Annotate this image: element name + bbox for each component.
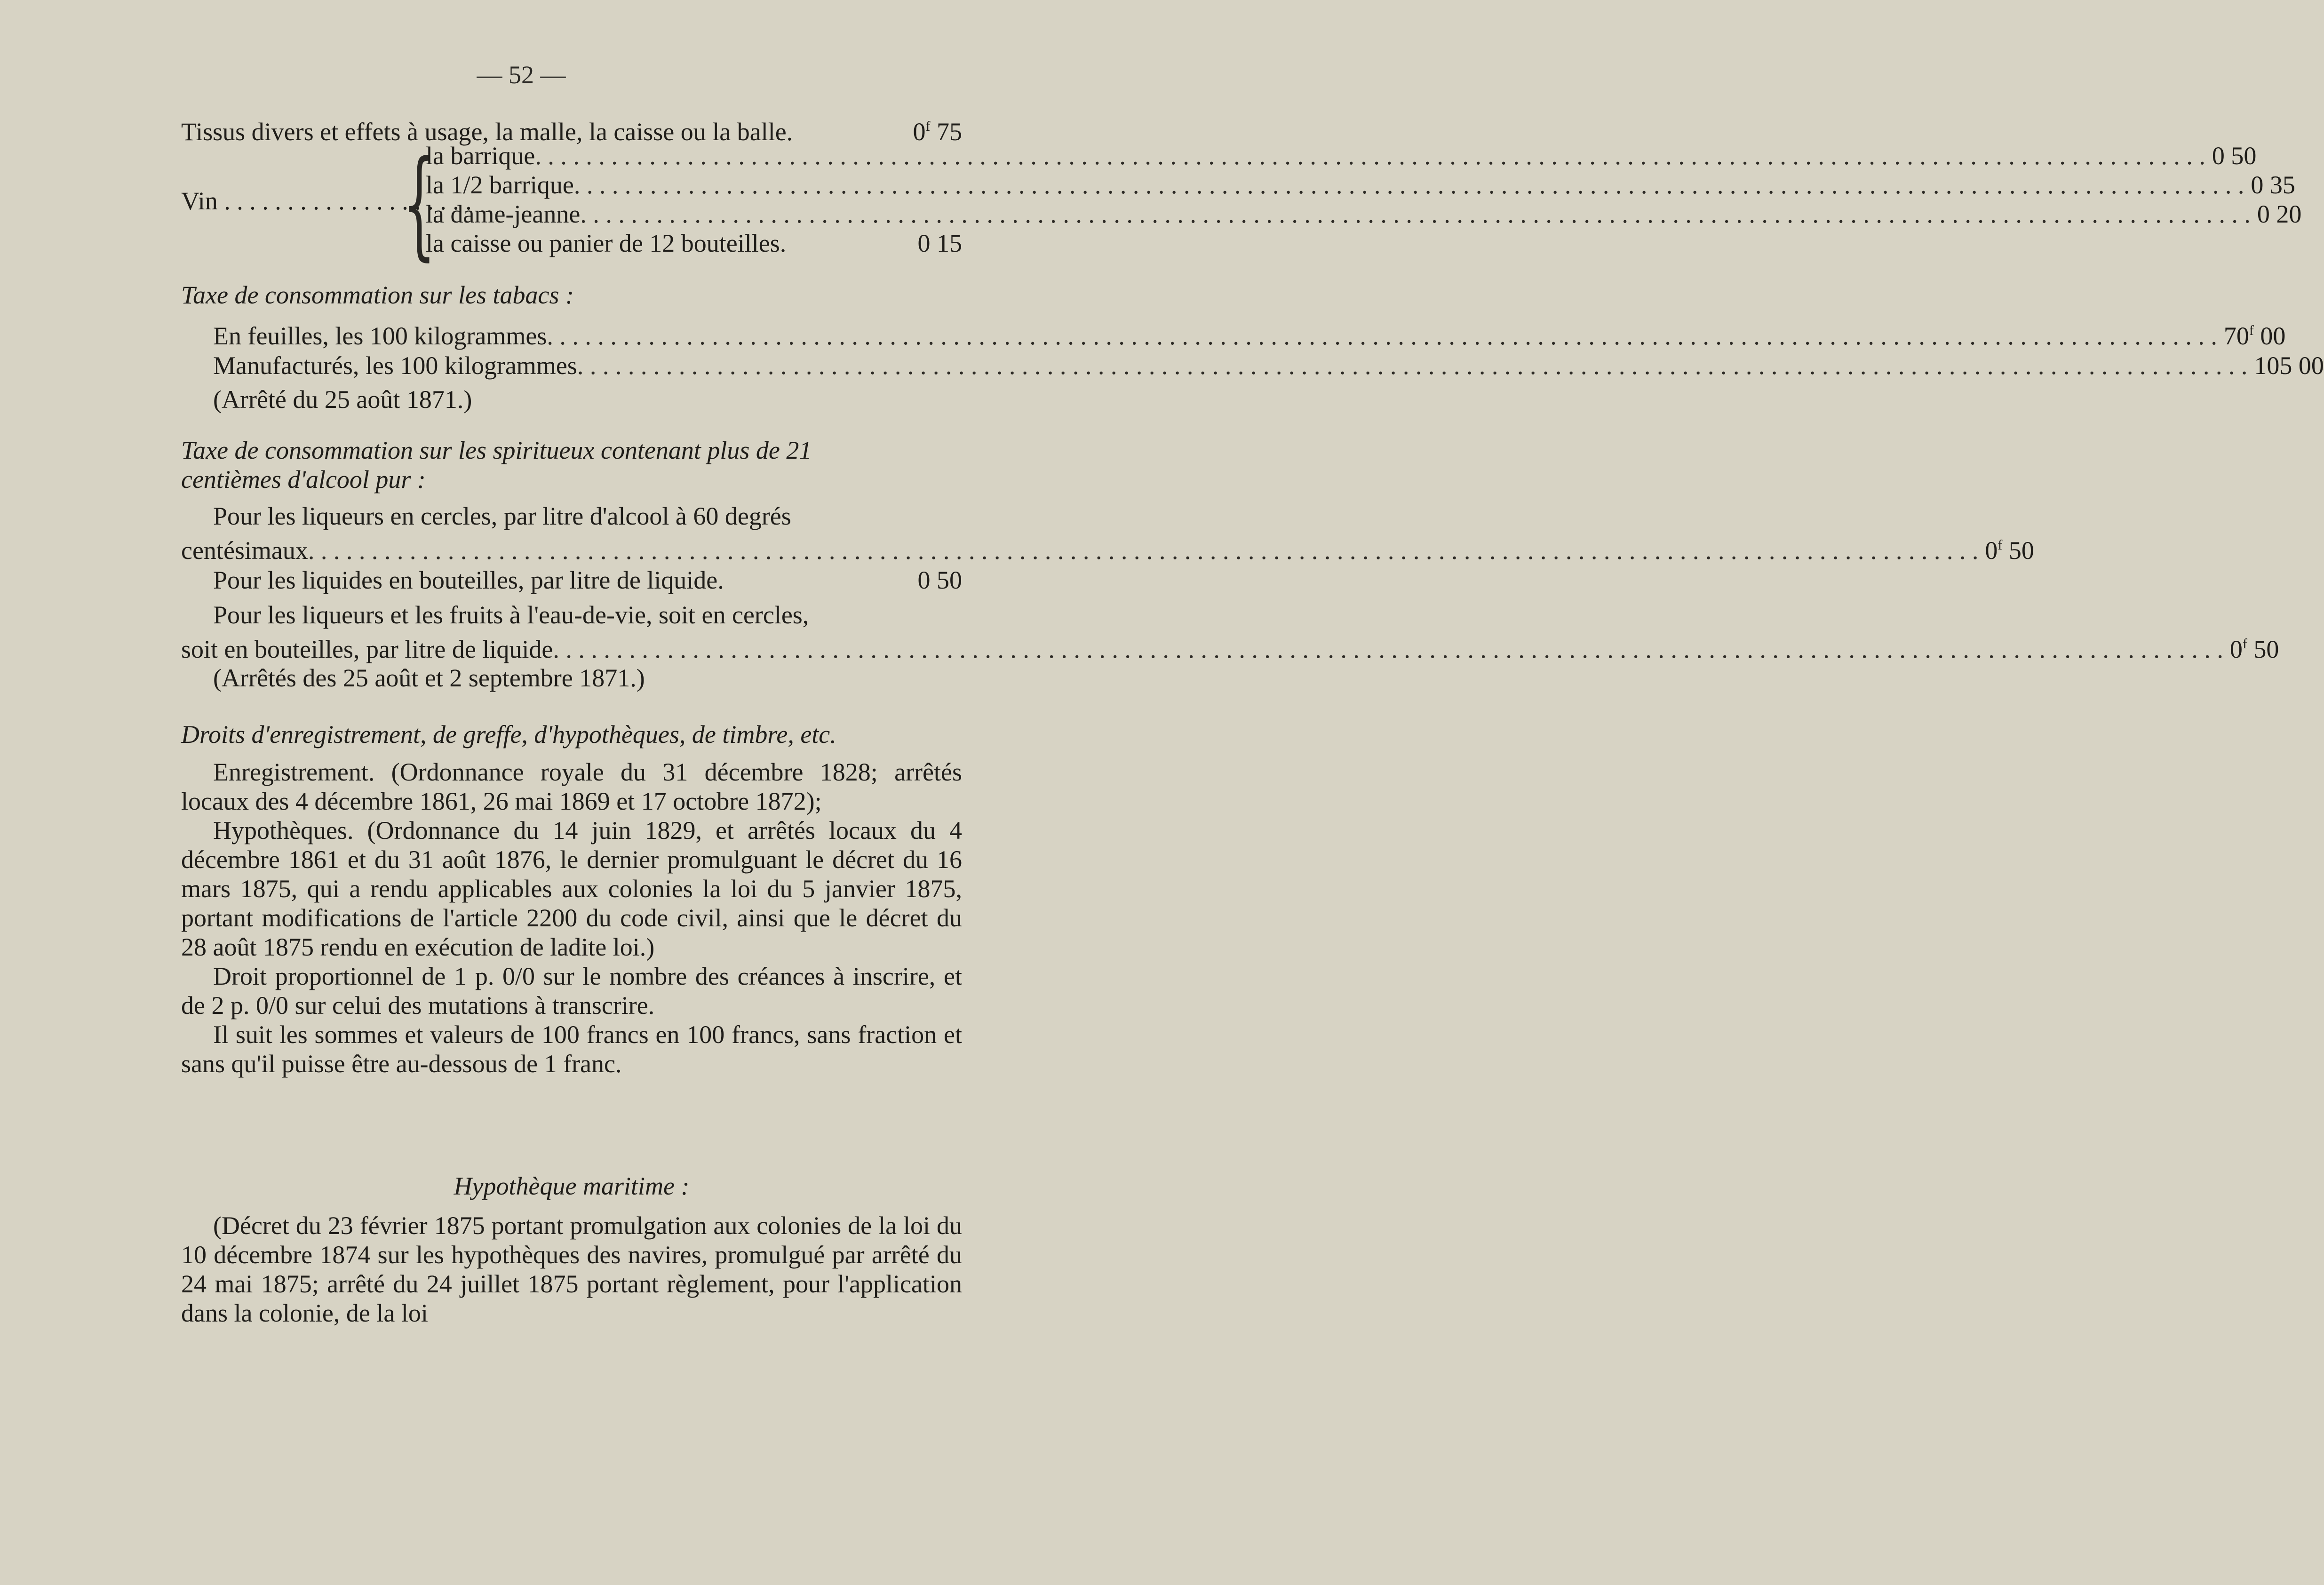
droits-paragraph: Droit proportionnel de 1 p. 0/0 sur le nombre des créances à inscrire, et de 2 p. 0/0 sur celui des mutations à transcrire. [181, 962, 962, 1019]
tabacs-note: (Arrêté du 25 août 1871.) [213, 385, 472, 414]
spiritueux-line: Pour les liqueurs en cercles, par litre d'alcool à 60 degrés [213, 502, 791, 530]
tissus-label: Tissus divers et effets à usage, la malle, la caisse ou la balle. [181, 118, 793, 146]
tabacs-heading: Taxe de consommation sur les tabacs : [181, 281, 574, 309]
droits-heading: Droits d'enregistrement, de greffe, d'hypothèques, de timbre, etc. [181, 720, 836, 749]
vin-label-row [181, 186, 472, 215]
tabacs-row: Manufacturés, les 100 kilogrammes . . . 105 00 [181, 351, 962, 380]
droits-paragraph: Hypothèques. (Ordonnance du 14 juin 1829, et arrêtés locaux du 4 décembre 1861 et du 31 août 1876, le dernier promulguant le décret du 16 mars 1875, qui a rendu applicables aux colonies la loi du 5 janvier 1875, portant modifications de l'article 2200 du code civil, ainsi que le décret du 28 août 1875 rendu en exécution de ladite loi.) [181, 816, 962, 961]
tissus-value: 0$^f$ 75 [913, 118, 962, 146]
spiritueux-line: Pour les liqueurs et les fruits à l'eau-de-vie, soit en cercles, [213, 601, 809, 629]
tabacs-row: En feuilles, les 100 kilogrammes . . . 70$^f$ 00 [181, 316, 962, 345]
page-number: — 52 — [477, 61, 566, 89]
spiritueux-note: (Arrêtés des 25 août et 2 septembre 1871.) [213, 664, 645, 692]
spiritueux-line: centésimaux . . . 0$^f$ 50 [181, 531, 962, 560]
tabacs-section [181, 280, 2324, 414]
spiritueux-line: soit en bouteilles, par litre de liquide . . . 0$^f$ 50 [181, 629, 962, 659]
vin-label: Vin [181, 187, 218, 215]
tissus-row [181, 112, 962, 146]
maritime-paragraph: (Décret du 23 février 1875 portant promulgation aux colonies de la loi du 10 décembre 1874 sur les hypothèques des navires, promulgué par arrêté du 24 mai 1875; arrêté du 24 juillet 1875 portant règlement, pour l'application dans la colonie, de la loi [181, 1211, 962, 1327]
spiritueux-section [181, 436, 2279, 693]
vin-item: la dame-jeanne . . . 0 20 [426, 199, 962, 229]
vin-items [426, 141, 2302, 258]
spiritueux-heading-line1: Taxe de consommation sur les spiritueux contenant plus de 21 [181, 436, 812, 464]
droits-section [181, 720, 962, 1078]
vin-item: la barrique . . . 0 50 [426, 141, 962, 170]
curly-brace: { [402, 135, 436, 272]
vin-item: la caisse ou panier de 12 bouteilles. 0 15 [426, 229, 962, 257]
maritime-section [181, 1171, 962, 1328]
maritime-heading: Hypothèque maritime : [454, 1172, 690, 1200]
spiritueux-heading-line2: centièmes d'alcool pur : [181, 465, 426, 494]
droits-paragraph: Enregistrement. (Ordonnance royale du 31 décembre 1828; arrêtés locaux des 4 décembre 1861, 26 mai 1869 et 17 octobre 1872); [181, 758, 962, 815]
spiritueux-line: Pour les liquides en bouteilles, par litre de liquide. 0 50 [213, 566, 962, 594]
droits-paragraph: Il suit les sommes et valeurs de 100 francs en 100 francs, sans fraction et sans qu'il puisse être au-dessous de 1 franc. [181, 1020, 962, 1078]
vin-block [181, 135, 2302, 272]
vin-leader: . . . . . . . . . . . . . . . . . . . . [217, 187, 472, 215]
vin-item: la 1/2 barrique . . . 0 35 [426, 170, 962, 199]
